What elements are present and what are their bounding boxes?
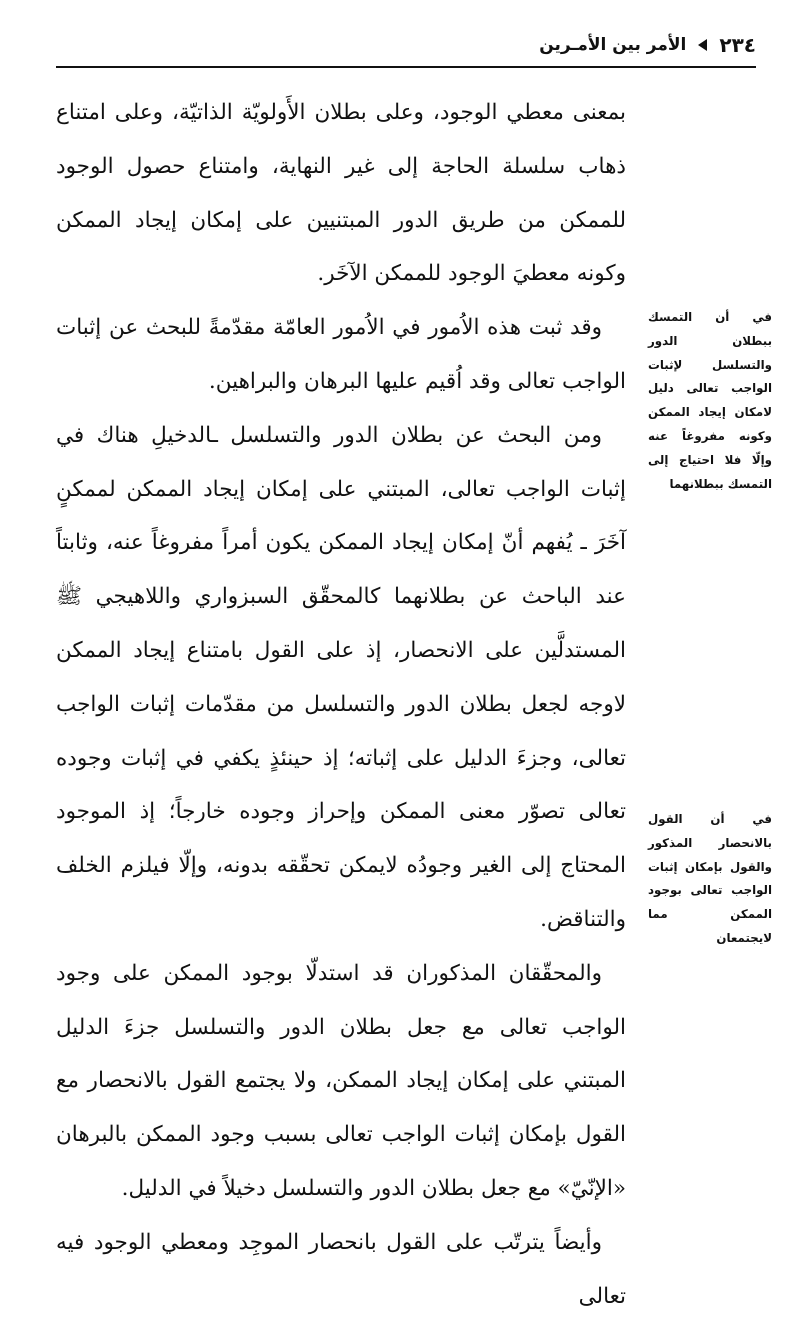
header-rule — [56, 66, 756, 68]
paragraph-4: والمحقّقان المذكوران قد استدلّا بوجود الممكن على وجود الواجب تعالى مع جعل بطلان الدور والتسلسل جزءَ الدليل المبتني على إمكان إيجاد الممكن، ولا يجتمع القول بالانحصار مع القول بإمكان إثبات الواجب تعالى بسبب وجود الممكن بالبرهان «الإنّيّ» مع جعل بطلان الدور والتسلسل دخيلاً في الدليل. — [56, 960, 626, 1201]
triangle-left-icon — [698, 39, 707, 51]
margin-note-1: في أن التمسك ببطلان الدور والتسلسل لإثبات الواجب تعالى دليل لامكان إيجاد الممكن وكونه مفروغاً عنه وإلّا فلا احتياج إلى التمسك ببطلانهما — [648, 310, 772, 491]
paragraph-2: وقد ثبت هذه الاُمور في الاُمور العامّة مقدّمةً للبحث عن إثبات الواجب تعالى وقد اُقيم عليها البرهان والبراهين. — [56, 315, 626, 394]
page-number: ٢٣٤ — [719, 33, 756, 57]
paragraph-5: وأيضاً يترتّب على القول بانحصار الموجِد ومعطي الوجود فيه تعالى — [56, 1229, 626, 1309]
paragraph-3: ومن البحث عن بطلان الدور والتسلسل ـالدخيلِ هناك في إثبات الواجب تعالى، المبتني على إمكان إيجاد الممكن لممكنٍ آخَرَ ـ يُفهم أنّ إمكان إيجاد الممكن يكون أمراً مفروغاً عنه، وثابتاً عند الباحث عن بطلانهما كالمحقّق السبزواري واللاهيجي ﷺ المستدلَّين على الانحصار، إذ على القول بامتناع إيجاد الممكن لاوجه لجعل بطلان الدور والتسلسل من مقدّمات إثبات الواجب تعالى، وجزءَ الدليل على إثباته؛ إذ حينئذٍ يكفي في إثبات وجوده تعالى تصوّر معنى الممكن وإحراز وجوده خارجاً؛ إذ الموجود المحتاج إلى الغير وجودُه لايمكن تحقّقه بدونه، وإلّا فيلزم الخلف والتناقض. — [56, 422, 626, 932]
main-text-column — [56, 86, 626, 1323]
paragraph-1: بمعنى معطي الوجود، وعلى بطلان الأَولويّة الذاتيّة، وعلى امتناع ذهاب سلسلة الحاجة إلى غير النهاية، وامتناع حصول الوجود للممكن من طريق الدور المبتنيين على إمكان إيجاد الممكن وكونه معطيَ الوجود للممكن الآخَر. — [56, 100, 626, 287]
margin-note-2: في أن القول بالانحصار المذكور والقول بإمكان إثبات الواجب تعالى بوجود الممكن مما لايجتمعان — [648, 812, 772, 945]
running-head — [56, 30, 756, 60]
running-title: الأمر بين الأمـرين — [539, 35, 687, 55]
